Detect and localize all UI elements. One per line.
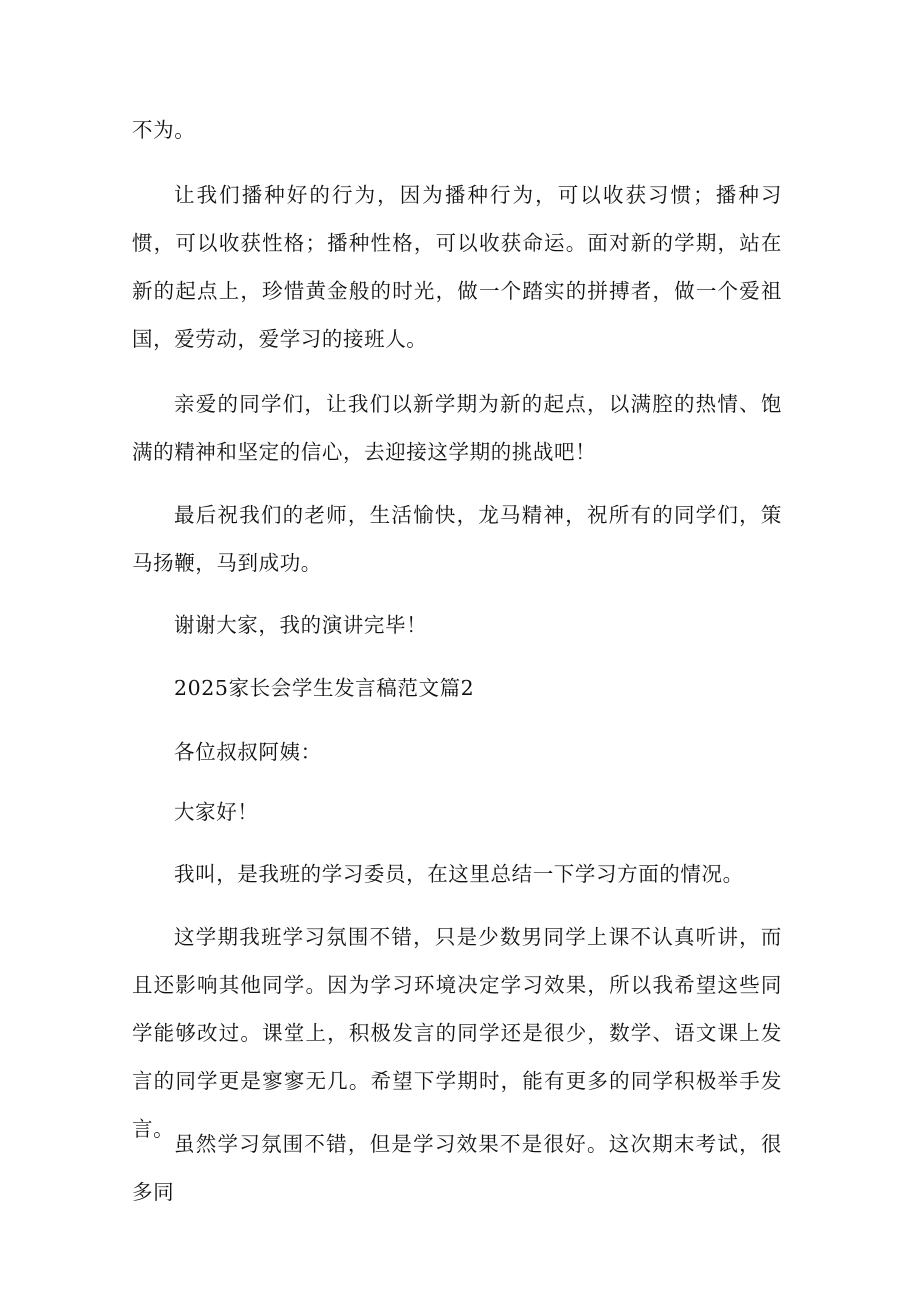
paragraph-continuation: 不为。 [132, 118, 196, 142]
paragraph-new-semester: 亲爱的同学们，让我们以新学期为新的起点，以满腔的热情、饱满的精神和坚定的信心，去迎接这学期的挑战吧！ [132, 392, 782, 464]
section-title: 2025家长会学生发言稿范文篇2 [174, 676, 475, 700]
paragraph-good-behavior: 让我们播种好的行为，因为播种行为，可以收获习惯；播种习惯，可以收获性格；播种性格，可以收获命运。面对新的学期，站在新的起点上，珍惜黄金般的时光，做一个踏实的拼搏者，做一个爱祖国，爱劳动，爱学习的接班人。 [132, 183, 782, 351]
greeting: 大家好！ [174, 800, 259, 824]
salutation: 各位叔叔阿姨： [174, 740, 322, 764]
paragraph-thanks: 谢谢大家，我的演讲完毕！ [174, 613, 428, 637]
paragraph-best-wishes: 最后祝我们的老师，生活愉快，龙马精神，祝所有的同学们，策马扬鞭，马到成功。 [132, 503, 782, 575]
paragraph-study-atmosphere: 这学期我班学习氛围不错，只是少数男同学上课不认真听讲，而且还影响其他同学。因为学习环境决定学习效果，所以我希望这些同学能够改过。课堂上，积极发言的同学还是很少，数学、语文课上发言的同学更是寥寥无几。希望下学期时，能有更多的同学积极举手发言。 [132, 925, 782, 1141]
paragraph-study-results: 虽然学习氛围不错，但是学习效果不是很好。这次期末考试，很多同 [132, 1132, 782, 1204]
paragraph-introduction: 我叫，是我班的学习委员，在这里总结一下学习方面的情况。 [174, 862, 744, 886]
